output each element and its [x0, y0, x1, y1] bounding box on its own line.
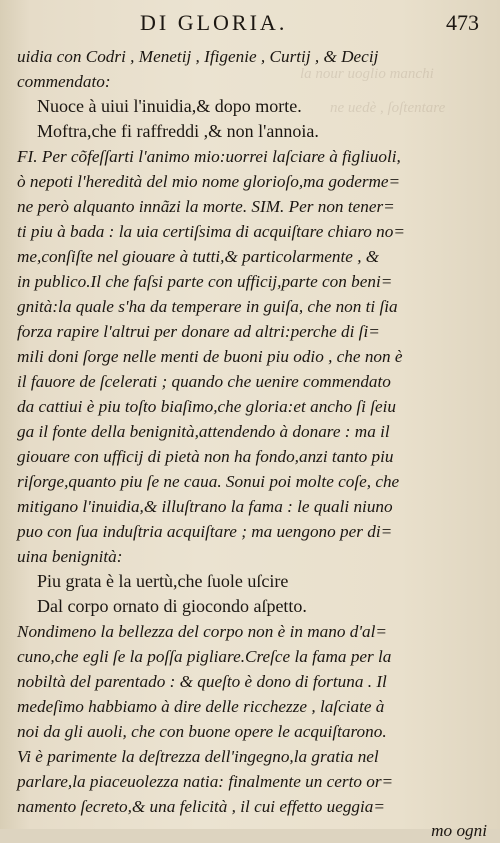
text-line: riſorge,quanto piu ſe ne caua. Sonui poi molte coſe, che: [17, 472, 400, 491]
text-line: me,conſiſte nel giouare à tutti,& particolarmente , &: [17, 247, 380, 266]
text-line: ga il fonte della benignità,attendendo à donare : ma il: [17, 422, 390, 441]
text-line: Nondimeno la bellezza del corpo non è in mano d'al=: [17, 622, 387, 641]
text-line: parlare,la piaceuolezza natia: finalmente un certo or=: [17, 772, 394, 791]
text-line: FI. Per cõfeſſarti l'animo mio:uorrei laſciare à figliuoli,: [17, 147, 401, 166]
bleed-through-text: ne uedè , ſoſtentare: [330, 100, 446, 116]
text-line: namento ſecreto,& una felicità , il cui effetto ueggia=: [17, 797, 385, 816]
text-line: il fauore de ſcelerati ; quando che uenire commendato: [17, 372, 391, 391]
page-header: [0, 6, 500, 40]
text-body: [17, 44, 487, 840]
running-head: DI GLORIA.: [140, 10, 288, 35]
text-line: forza rapire l'altrui per donare ad altri:perche di ſi=: [17, 322, 380, 341]
verse-line: Dal corpo ornato di giocondo aſpetto.: [37, 596, 307, 616]
text-line: uidia con Codri , Menetij , Ifigenie , Curtij , & Decij: [17, 47, 379, 66]
text-line: nobiltà del parentado : & queſto è dono di fortuna . Il: [17, 672, 387, 691]
catchword: mo ogni: [431, 821, 487, 840]
page-number: 473: [446, 10, 479, 35]
verse-line: Piu grata è la uertù,che ſuole uſcire: [37, 571, 289, 591]
text-line: uina benignità:: [17, 547, 123, 566]
text-line: medeſimo habbiamo à dire delle ricchezze , laſciate à: [17, 697, 385, 716]
text-line: commendato:: [17, 72, 111, 91]
text-line: Vi è parimente la deſtrezza dell'ingegno,la gratia nel: [17, 747, 379, 766]
text-line: ne però alquanto innãzi la morte. SIM. Per non tener=: [17, 197, 395, 216]
text-line: ti piu à bada : la uia certiſsima di acquiſtare chiaro no=: [17, 222, 405, 241]
text-line: giouare con ufficij di pietà non ha fondo,anzi tanto piu: [17, 447, 394, 466]
text-line: da cattiui è piu toſto biaſimo,che gloria:et ancho ſi ſeiu: [17, 397, 397, 416]
text-line: in publico.Il che faſsi parte con ufficij,parte con beni=: [17, 272, 393, 291]
verse-line: Moftra,che fi raffreddi ,& non l'annoia.: [37, 121, 319, 141]
text-line: mili doni ſorge nelle menti de buoni piu odio , che non è: [17, 347, 403, 366]
text-line: cuno,che egli ſe la poſſa pigliare.Creſce la fama per la: [17, 647, 392, 666]
bleed-through-text: la nour uoglio manchi: [300, 66, 434, 82]
text-line: puo con ſua induſtria acquiſtare ; ma uengono per di=: [17, 522, 393, 541]
verse-line: Nuoce à uiui l'inuidia,& dopo morte.: [37, 96, 302, 116]
text-line: noi da gli auoli, che con buone opere le acquiſtarono.: [17, 722, 387, 741]
text-line: ò nepoti l'heredità del mio nome glorioſo,ma goderme=: [17, 172, 401, 191]
text-line: mitigano l'inuidia,& illuſtrano la fama : le quali niuno: [17, 497, 393, 516]
text-line: gnità:la quale s'ha da temperare in guiſa, che non ti ſia: [17, 297, 398, 316]
